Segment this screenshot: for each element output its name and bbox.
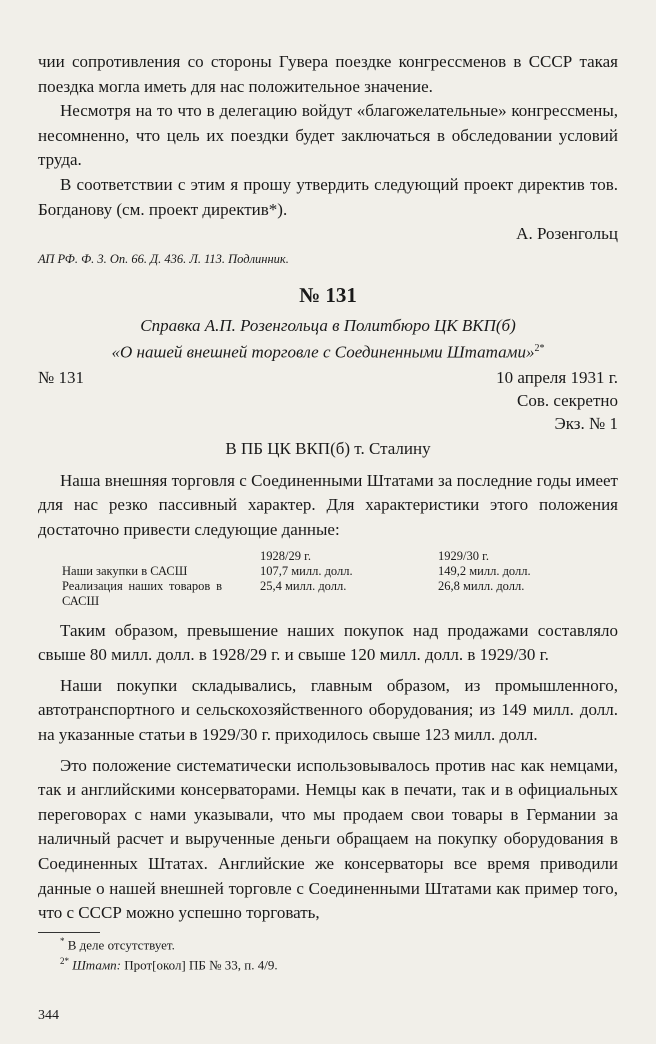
table-cell: 107,7 милл. долл.	[260, 563, 353, 578]
footnote-ref-2: 2*	[534, 343, 545, 355]
archive-source: АП РФ. Ф. 3. Оп. 66. Д. 436. Л. 113. Подлинник.	[38, 252, 289, 267]
signature: А. Розенгольц	[516, 224, 618, 244]
table-row	[58, 579, 582, 609]
intro-paragraph-3: В соответствии с этим я прошу утвердить следующий проект директив тов. Богданову (см. проект директив*).	[38, 174, 618, 219]
footnote-2-label: Штамп:	[72, 957, 121, 973]
paragraph-1: Наша внешняя торговля с Соединенными Штатами за последние годы имеет для нас резко пассивный характер. Для характеристики этого положения достаточно привести следующие данные:	[38, 470, 618, 539]
meta-number: № 131	[38, 367, 84, 387]
footnote-1	[38, 933, 618, 953]
footnote-1-text: В деле отсутствует.	[67, 937, 175, 953]
table-cell: 25,4 милл. долл.	[260, 578, 347, 593]
classification: Сов. секретно	[517, 390, 618, 410]
paragraph-4: Это положение систематически использовывалось против нас как немцами, так и английскими консерваторами. Немцы как в печати, так и в официальных переговорах с нами указывали, что мы продаем свои товары в Германии за наличный расчет и вырученные деньги обращаем на покупку оборудования в Соединенных Штатах. Английские же консерваторы все время приводили данные о нашей внешней торговле с Соединенными Штатами как пример того, что с СССР можно успешно торговать,	[38, 755, 618, 923]
footnote-2-mark: 2*	[60, 956, 69, 967]
footnote-2	[38, 953, 618, 973]
table-cell: Наши закупки в САСШ	[62, 563, 188, 578]
table-header	[58, 549, 226, 564]
table-header: 1928/29 г.	[260, 548, 311, 563]
page-number: 344	[38, 1008, 59, 1023]
paragraph-3: Наши покупки складывались, главным образом, из промышленного, автотранспортного и сельскохозяйственного оборудования; из 149 милл. долл. на указанные статьи в 1929/30 г. приходилось свыше 123 милл. долл.	[38, 675, 618, 744]
footnote-1-mark: *	[60, 935, 65, 946]
trade-table	[58, 549, 582, 609]
document-title-line-2	[38, 337, 618, 364]
table-cell: 149,2 милл. долл.	[438, 563, 531, 578]
table-cell: 26,8 милл. долл.	[438, 578, 525, 593]
copy-number: Экз. № 1	[554, 413, 618, 433]
paragraph-2: Таким образом, превышение наших покупок над продажами составляло свыше 80 милл. долл. в 1928/29 г. и свыше 120 милл. долл. в 1929/30 г.	[38, 620, 618, 665]
document-title-line-1: Справка А.П. Розенгольца в Политбюро ЦК ВКП(б)	[140, 316, 516, 336]
intro-paragraph-2: Несмотря на то что в делегацию войдут «благожелательные» конгрессмены, несомненно, что цель их поездки будет заключаться в обследовании условий труда.	[38, 101, 618, 170]
footnote-2-text: Прот[окол] ПБ № 33, п. 4/9.	[124, 957, 278, 973]
meta-date: 10 апреля 1931 г.	[496, 367, 618, 387]
table-header-row	[58, 549, 582, 564]
addressee: В ПБ ЦК ВКП(б) т. Сталину	[225, 438, 431, 458]
table-row	[58, 564, 582, 579]
table-header: 1929/30 г.	[438, 548, 489, 563]
document-meta	[38, 366, 618, 389]
document-title-text: «О нашей внешней торговле с Соединенными Штатами»	[111, 342, 535, 362]
document-page	[38, 50, 618, 973]
intro-paragraph-1: чии сопротивления со стороны Гувера поездке конгрессменов в СССР такая поездка могла иметь для нас положительное значение.	[38, 52, 618, 96]
table-cell: Реализация наших товаров в САСШ	[62, 578, 222, 608]
document-number-heading: № 131	[299, 283, 357, 308]
